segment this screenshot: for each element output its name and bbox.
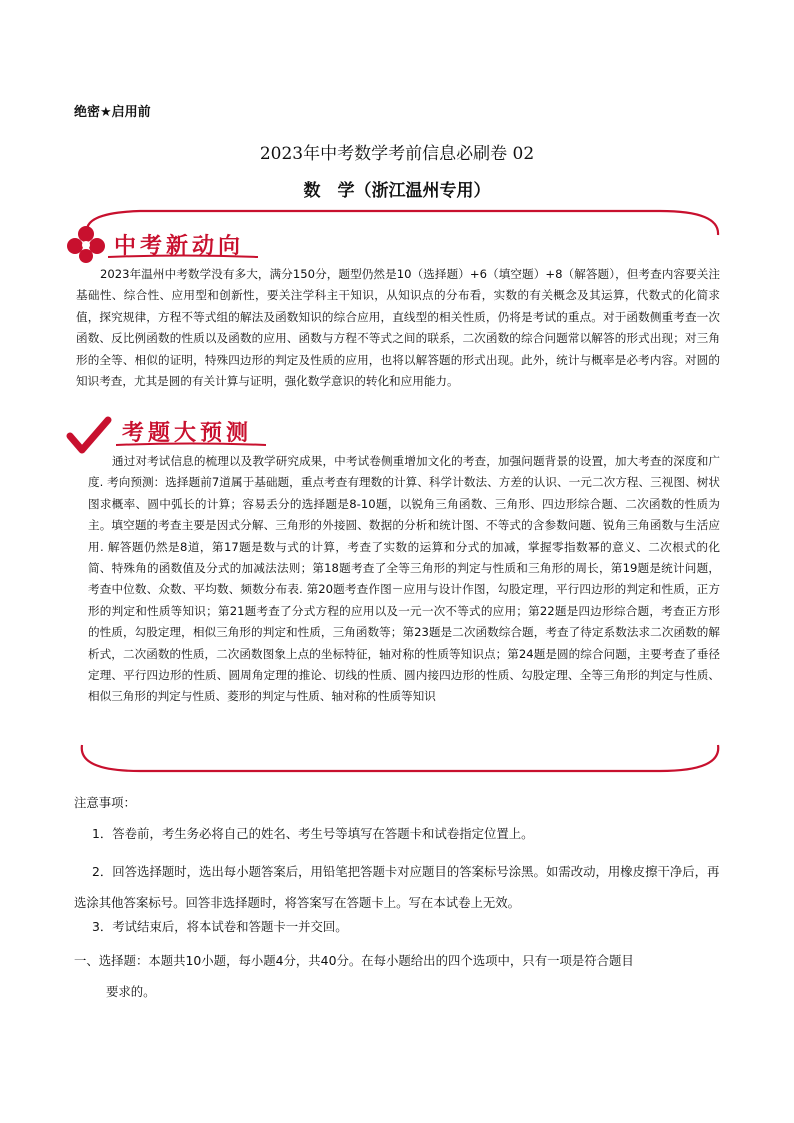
heading-underline	[108, 254, 258, 260]
secret-mark: 绝密★启用前	[74, 105, 151, 120]
section-one-heading	[74, 945, 724, 1007]
section-one-line1: 一、选择题：本题共10小题，每小题4分，共40分。在每小题给出的四个选项中，只有一项是符合题目	[74, 953, 634, 968]
exam-title: 2023年中考数学考前信息必刷卷 02	[259, 144, 535, 164]
prediction-paragraph: 通过对考试信息的梳理以及教学研究成果，中考试卷侧重增加文化的考查，加强问题背景的设置，加大考查的深度和广度. 考向预测：选择题前7道属于基础题，重点考查有理数的计算、科学计数法、方差的认识、一元二次方程、三视图、树状图求概率、圆中弧长的计算；容易丢分的选择题是8-10题，以锐角三角函数、三角形、四边形综合题、二次函数的性质为主。填空题的考查主要是因式分解、三角形的外接圆、数据的分析和统计图、不等式的含参数问题、锐角三角函数与生活应用. 解答题仍然是8道，第17题是数与式的计算，考查了实数的运算和分式的加减，掌握零指数幂的意义、二次根式的化简、特殊角的函数值及分式的加减法法则；第18题考查了全等三角形的判定与性质和三角形的周长，第19题是统计问题，考查中位数、众数、平均数、频数分布表. 第20题考查作图－应用与设计作图，勾股定理，平行四边形的判定和性质，正方形的判定和性质等知识；第21题考查了分式方程的应用以及一元一次不等式的应用；第22题是四边形综合题，考查正方形的性质，勾股定理，相似三角形的判定和性质，三角函数等；第23题是二次函数综合题，考查了待定系数法求二次函数的解析式，二次函数的性质，二次函数图象上点的坐标特征，轴对称的性质等知识点；第24题是圆的综合问题，主要考查了垂径定理、平行四边形的性质、圆周角定理的推论、切线的性质、圆内接四边形的性质、勾股定理、全等三角形的判定与性质、相似三角形的判定与性质、菱形的判定与性质、轴对称的性质等知识	[88, 454, 720, 704]
heading-underline	[116, 442, 266, 448]
notes-item-2: 2．回答选择题时，选出每小题答案后，用铅笔把答题卡对应题目的答案标号涂黑。如需改动，用橡皮擦干净后，再选涂其他答案标号。回答非选择题时，将答案写在答题卡上。写在本试卷上无效。	[74, 864, 720, 910]
notes-item-3: 3．考试结束后，将本试卷和答题卡一并交回。	[92, 919, 348, 934]
heading-new-trend: 中考新动向	[114, 234, 245, 259]
exam-subtitle: 数 学（浙江温州专用）	[303, 181, 491, 201]
checkmark-icon	[66, 416, 112, 456]
notes-title: 注意事项：	[74, 795, 136, 810]
flower-icon	[64, 224, 108, 264]
heading-prediction: 考题大预测	[122, 421, 253, 446]
notes-item-1: 1．答卷前，考生务必将自己的姓名、考生号等填写在答题卡和试卷指定位置上。	[92, 826, 534, 841]
new-trend-paragraph: 2023年温州中考数学没有多大，满分150分，题型仍然是10（选择题）+6（填空题）+8（解答题），但考查内容要关注基础性、综合性、应用型和创新性，要关注学科主干知识，从知识点的分布看，实数的有关概念及其运算，代数式的化简求值，探究规律，方程不等式组的解法及函数知识的综合应用，直线型的相关性质，仍将是考试的重点。对于函数侧重考查一次函数、反比例函数的性质以及函数的应用、函数与方程不等式之间的联系，二次函数的综合问题常以解答的形式出现；对三角形的全等、相似的证明，特殊四边形的判定及性质的应用，也将以解答题的形式出现。此外，统计与概率是必考内容。对圆的知识考查，尤其是圆的有关计算与证明，强化数学意识的转化和应用能力。	[76, 267, 720, 389]
section-one-line2: 要求的。	[106, 984, 156, 999]
